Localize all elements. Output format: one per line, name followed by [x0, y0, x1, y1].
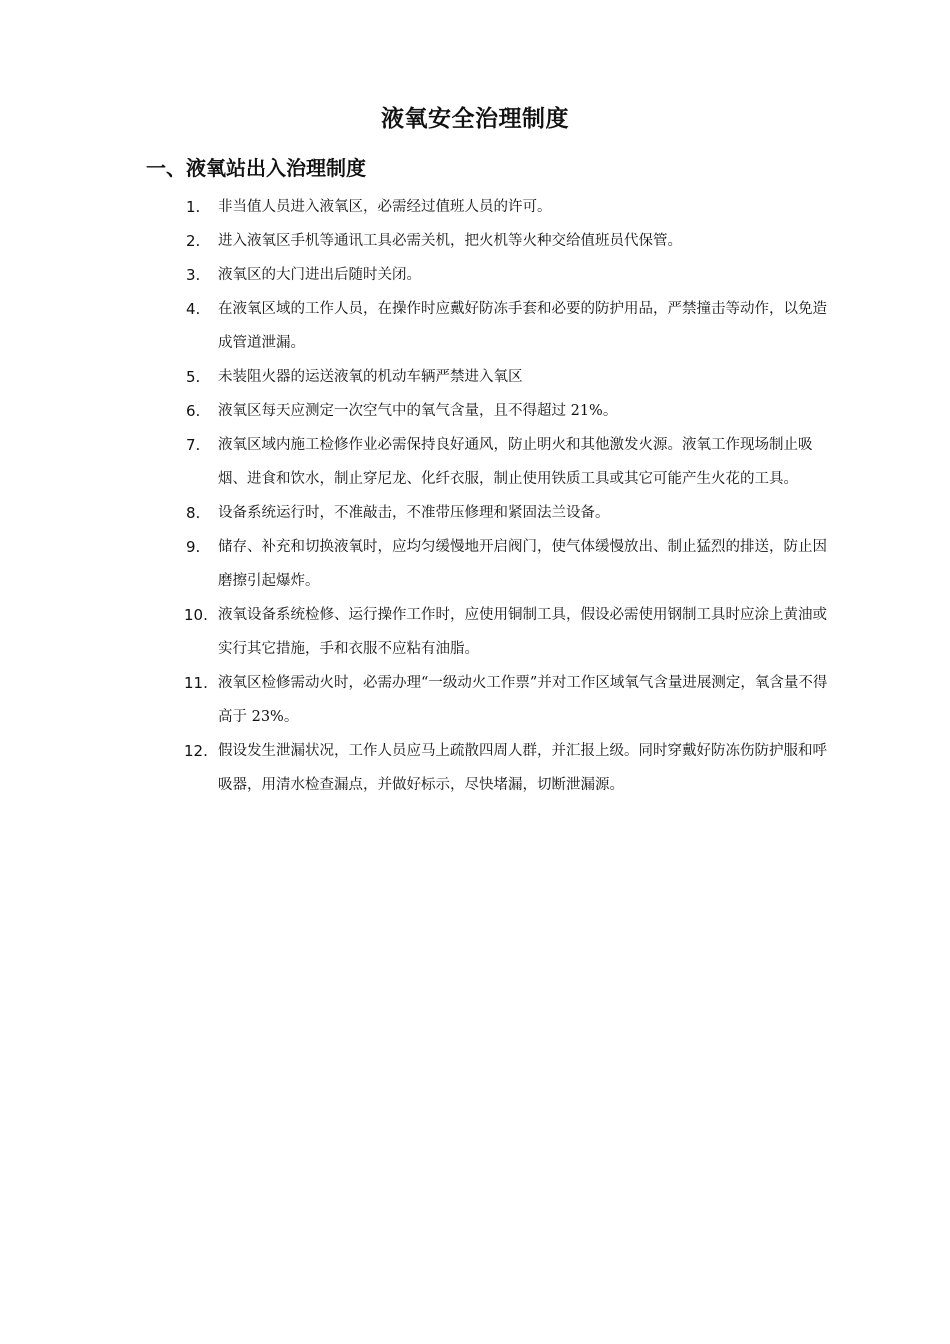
rule-text: 液氧设备系统检修、运行操作工作时，应使用铜制工具，假设必需使用钢制工具时应涂上黄油或实行其它措施，手和衣服不应粘有油脂。: [218, 607, 827, 657]
rule-text: 设备系统运行时，不准敲击，不准带压修理和紧固法兰设备。: [218, 505, 610, 521]
rule-item: [186, 598, 836, 666]
rule-text: 液氧区域内施工检修作业必需保持良好通风，防止明火和其他激发火源。液氧工作现场制止吸烟、进食和饮水，制止穿尼龙、化纤衣服，制止使用铁质工具或其它可能产生火花的工具。: [218, 437, 813, 487]
rule-item: [186, 734, 836, 802]
rule-text: 液氧区每天应测定一次空气中的氧气含量，且不得超过 21%。: [218, 403, 618, 419]
rule-number: 6.: [186, 402, 201, 420]
rule-number: 4.: [186, 300, 201, 318]
rule-number: 2.: [186, 232, 201, 250]
rule-item: [186, 360, 836, 394]
rule-number: 10.: [184, 606, 208, 624]
rule-text: 非当值人员进入液氧区，必需经过值班人员的许可。: [218, 199, 552, 215]
rule-item: [186, 530, 836, 598]
document-title: 液氧安全治理制度: [381, 106, 569, 132]
rule-number: 9.: [186, 538, 201, 556]
rule-text: 进入液氧区手机等通讯工具必需关机，把火机等火种交给值班员代保管。: [218, 233, 682, 249]
rule-number: 7.: [186, 436, 201, 454]
rule-number: 3.: [186, 266, 201, 284]
rule-number: 5.: [186, 368, 201, 386]
rule-text: 未装阻火器的运送液氧的机动车辆严禁进入氧区: [218, 369, 523, 385]
rule-item: [186, 666, 836, 734]
section-heading: 一、液氧站出入治理制度: [146, 156, 366, 180]
rule-item: [186, 428, 836, 496]
rule-number: 12.: [184, 742, 208, 760]
rule-text: 假设发生泄漏状况，工作人员应马上疏散四周人群，并汇报上级。同时穿戴好防冻伤防护服和呼吸器，用清水检查漏点，并做好标示，尽快堵漏，切断泄漏源。: [218, 743, 827, 793]
rule-item: [186, 394, 836, 428]
rule-item: [186, 496, 836, 530]
rule-item: [186, 190, 836, 224]
rule-item: [186, 224, 836, 258]
rule-item: [186, 258, 836, 292]
rule-number: 1.: [186, 198, 201, 216]
rule-text: 液氧区检修需动火时，必需办理“一级动火工作票”并对工作区域氧气含量进展测定，氧含量不得高于 23%。: [218, 675, 828, 725]
rule-text: 储存、补充和切换液氧时，应均匀缓慢地开启阀门，使气体缓慢放出、制止猛烈的排送，防止因磨擦引起爆炸。: [218, 539, 827, 589]
rule-number: 8.: [186, 504, 201, 522]
rule-number: 11.: [184, 674, 208, 692]
rule-text: 液氧区的大门进出后随时关闭。: [218, 267, 421, 283]
rule-item: [186, 292, 836, 360]
rule-text: 在液氧区域的工作人员，在操作时应戴好防冻手套和必要的防护用品，严禁撞击等动作，以免造成管道泄漏。: [218, 301, 827, 351]
rules-list: [186, 190, 836, 802]
